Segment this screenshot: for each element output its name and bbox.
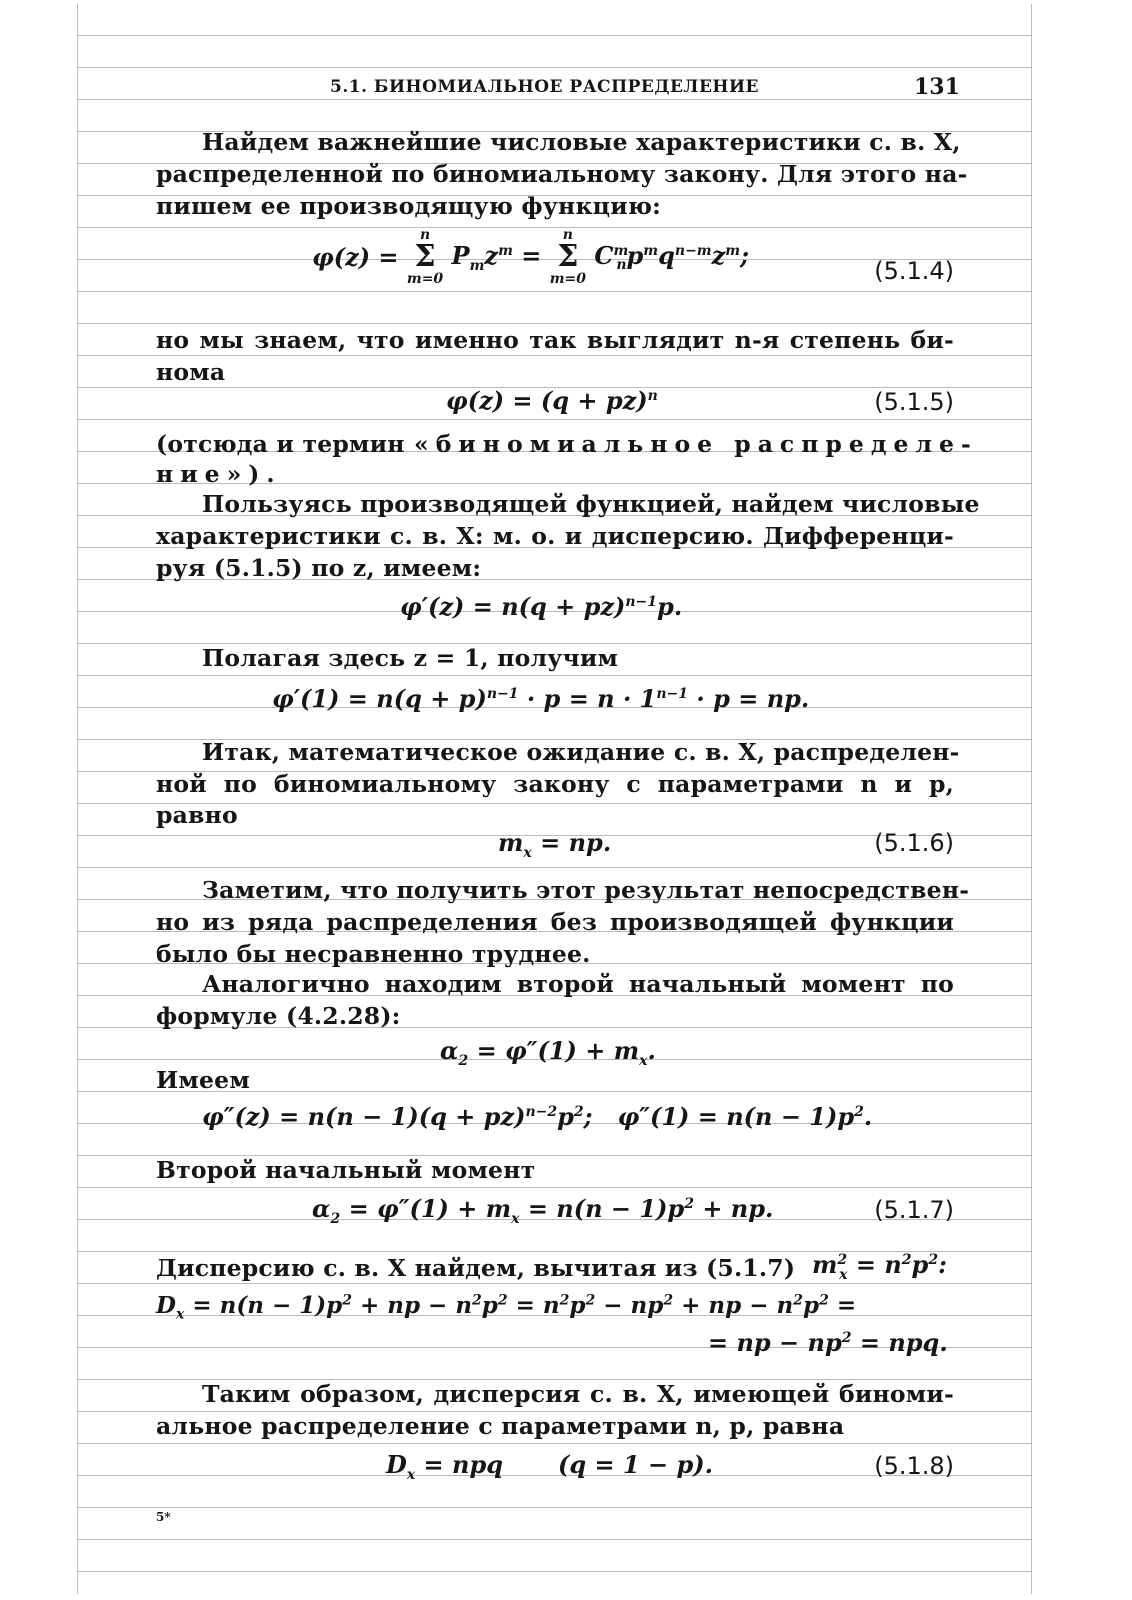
- equation-label: (5.1.5): [874, 388, 954, 416]
- equation-derivative: φ′(z) = n(q + pz)$^{n-1}$p.: [400, 592, 683, 621]
- equation-5-1-4: φ(z) = n Σ m=0 $P_mz^m$ = n Σ m=0 $C^m_np^mq^{n-m}z^m$;: [312, 227, 749, 287]
- text-line: альное распределение с параметрами n, p, равна: [156, 1412, 845, 1440]
- text-line: Полагая здесь z = 1, получим: [202, 644, 619, 672]
- equation-5-1-8-condition: (q = 1 − p).: [558, 1450, 713, 1479]
- text-line: равно: [156, 801, 238, 829]
- spaced-term: «биномиальное распределе-: [414, 430, 978, 458]
- text-line: (отсюда и термин: [156, 430, 405, 458]
- text-line: пишем ее производящую функцию:: [156, 192, 661, 220]
- equation-5-1-5: φ(z) = (q + pz)$^n$: [446, 386, 658, 415]
- text-line: характеристики с. в. X: м. о. и дисперсию. Дифференци-: [156, 522, 954, 550]
- text-line: Второй начальный момент: [156, 1156, 536, 1184]
- text-line: но мы знаем, что именно так выглядит n-я степень би-: [156, 326, 954, 354]
- text-line: было бы несравненно труднее.: [156, 940, 591, 968]
- text-line: Аналогично находим второй начальный момент по: [202, 970, 954, 998]
- text-line: ние»).: [156, 460, 282, 488]
- equation-5-1-8: $D_x$ = npq: [386, 1450, 504, 1483]
- equation-label: (5.1.8): [874, 1452, 954, 1480]
- text-line: Итак, математическое ожидание с. в. X, распределен-: [202, 738, 960, 766]
- text-line: Пользуясь производящей функцией, найдем числовые: [202, 490, 980, 518]
- text-line: Дисперсию с. в. X найдем, вычитая из (5.1.7): [156, 1254, 796, 1282]
- text-line: Таким образом, дисперсия с. в. X, имеющей биноми-: [202, 1380, 954, 1408]
- text-line: руя (5.1.5) по z, имеем:: [156, 554, 482, 582]
- text-line: Найдем важнейшие числовые характеристики с. в. X,: [202, 128, 961, 156]
- equation-derivative-at-1: $\varphi'(1) = n(q + p)^{n-1} \cdot p = n \cdot 1^{n-1} \cdot p$ = np.: [272, 684, 810, 713]
- text-line: ной по биномиальному закону с параметрами n и p,: [156, 770, 954, 798]
- text-line: Заметим, что получить этот результат непосредствен-: [202, 876, 970, 904]
- equation-5-1-7: $\alpha_2 = \varphi''(1) + m_x = n(n - 1)p^2$ + np.: [312, 1194, 774, 1227]
- running-header: 5.1. БИНОМИАЛЬНОЕ РАСПРЕДЕЛЕНИЕ: [330, 77, 760, 97]
- sum-symbol: n Σ m=0: [549, 227, 587, 287]
- equation-variance-line1: $D_x = n(n - 1)p^2$ + np − $n^2p^2 = n^2p^2 - np^2$ + np − $n^2p^2$ =: [156, 1292, 857, 1323]
- text-line: формуле (4.2.28):: [156, 1002, 401, 1030]
- equation-5-1-6: $m_x$ = np.: [498, 828, 612, 861]
- equation-variance-line2: = np − $np^2$ = npq.: [708, 1328, 948, 1357]
- text-line: нома: [156, 358, 226, 386]
- equation-label: (5.1.6): [874, 829, 954, 857]
- page-number: 131: [914, 74, 960, 100]
- text-line: распределенной по биномиальному закону. Для этого на-: [156, 160, 968, 188]
- text-line: но из ряда распределения без производящей функции: [156, 908, 954, 936]
- inline-formula: $m^2_x = n^2p^2$:: [812, 1250, 947, 1283]
- equation-alpha2: $\alpha_2 = \varphi''(1) + m_x$.: [440, 1036, 656, 1069]
- equation-label: (5.1.7): [874, 1196, 954, 1224]
- text-line: Имеем: [156, 1066, 250, 1094]
- sum-symbol: n Σ m=0: [406, 227, 444, 287]
- signature-mark: 5*: [156, 1510, 171, 1524]
- equation-label: (5.1.4): [874, 257, 954, 285]
- equation-second-derivative: $\varphi''(z) = n(n - 1)(q + pz)^{n-2}p^2$; $\varphi''(1) = n(n - 1)p^2$.: [202, 1102, 873, 1131]
